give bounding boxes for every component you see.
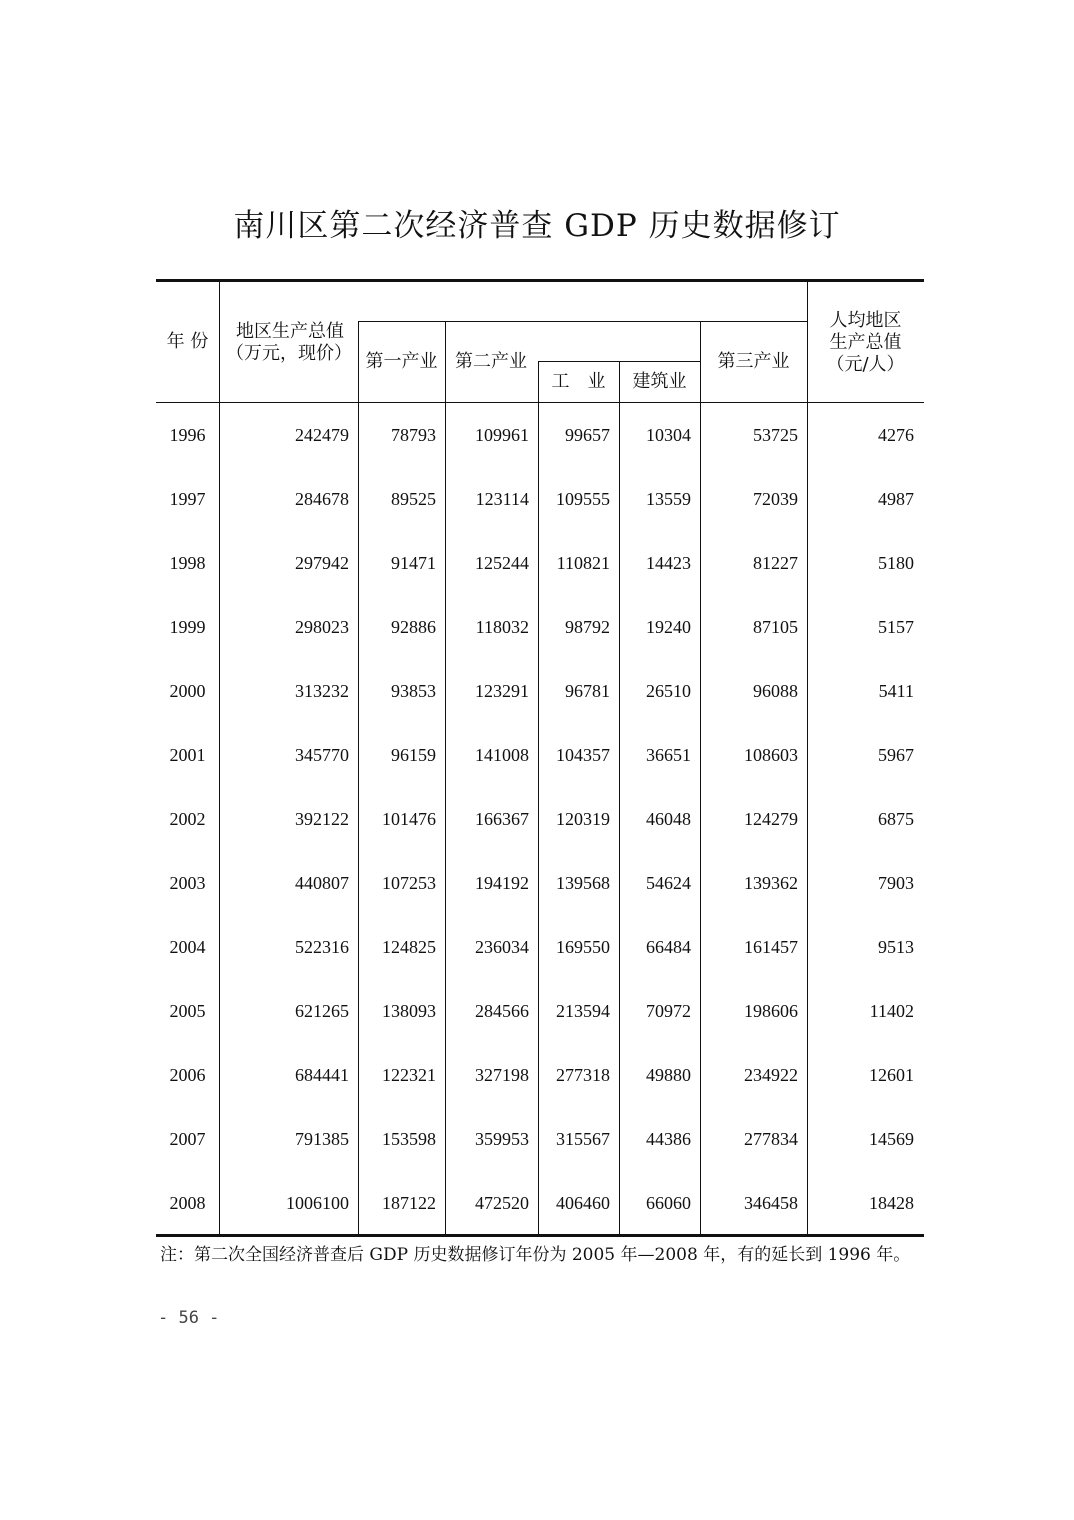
- cell-industry: 99657: [565, 425, 610, 445]
- header-construction: 建筑业: [632, 371, 687, 392]
- cell-industry: 213594: [556, 1001, 610, 1021]
- cell-year: 1997: [169, 489, 206, 509]
- cell-year: 2005: [169, 1001, 206, 1021]
- cell-tertiary: 53725: [753, 425, 798, 445]
- cell-secondary: 236034: [475, 937, 529, 957]
- cell-tertiary: 108603: [744, 745, 798, 765]
- table-row: [156, 979, 924, 1043]
- cell-per-capita: 5180: [878, 553, 914, 573]
- page-number: - 56 -: [158, 1308, 220, 1328]
- cell-construction: 49880: [646, 1065, 691, 1085]
- cell-year: 2000: [169, 681, 206, 701]
- cell-construction: 26510: [646, 681, 691, 701]
- table-row: [156, 531, 924, 595]
- cell-year: 2003: [169, 873, 206, 893]
- table-row: [156, 851, 924, 915]
- cell-per-capita: 5411: [878, 681, 914, 701]
- header-year: 年 份: [166, 331, 209, 352]
- cell-primary: 122321: [382, 1065, 436, 1085]
- cell-secondary: 125244: [475, 553, 529, 573]
- cell-year: 1996: [169, 425, 206, 445]
- cell-construction: 46048: [646, 809, 691, 829]
- cell-industry: 406460: [556, 1193, 610, 1213]
- table-row: [156, 403, 924, 467]
- cell-tertiary: 198606: [744, 1001, 798, 1021]
- cell-secondary: 109961: [475, 425, 529, 445]
- table-row: [156, 787, 924, 851]
- cell-per-capita: 14569: [869, 1129, 914, 1149]
- header-gdp-line2: （万元，现价）: [226, 343, 352, 364]
- cell-construction: 44386: [646, 1129, 691, 1149]
- cell-secondary: 166367: [475, 809, 529, 829]
- cell-industry: 109555: [556, 489, 610, 509]
- cell-year: 2008: [169, 1193, 206, 1213]
- cell-tertiary: 81227: [753, 553, 798, 573]
- cell-construction: 54624: [646, 873, 691, 893]
- cell-secondary: 472520: [475, 1193, 529, 1213]
- cell-tertiary: 346458: [744, 1193, 798, 1213]
- cell-per-capita: 5157: [878, 617, 914, 637]
- cell-industry: 98792: [565, 617, 610, 637]
- cell-industry: 169550: [556, 937, 610, 957]
- table-row: [156, 595, 924, 659]
- header-tertiary: 第三产业: [717, 351, 790, 372]
- table-row: [156, 659, 924, 723]
- cell-per-capita: 5967: [878, 745, 914, 765]
- cell-year: 2006: [169, 1065, 206, 1085]
- cell-construction: 19240: [646, 617, 691, 637]
- cell-gdp: 284678: [295, 489, 349, 509]
- cell-per-capita: 4276: [878, 425, 914, 445]
- cell-gdp: 392122: [295, 809, 349, 829]
- cell-industry: 104357: [556, 745, 610, 765]
- cell-secondary: 194192: [475, 873, 529, 893]
- cell-gdp: 242479: [295, 425, 349, 445]
- cell-tertiary: 161457: [744, 937, 798, 957]
- cell-year: 1998: [169, 553, 206, 573]
- header-inner-rule: [538, 361, 700, 362]
- cell-gdp: 313232: [295, 681, 349, 701]
- cell-per-capita: 9513: [878, 937, 914, 957]
- header-secondary: 第二产业: [455, 351, 527, 372]
- cell-primary: 124825: [382, 937, 436, 957]
- cell-tertiary: 277834: [744, 1129, 798, 1149]
- page-title: 南川区第二次经济普查 GDP 历史数据修订: [233, 208, 841, 244]
- cell-construction: 10304: [646, 425, 691, 445]
- table-row: [156, 467, 924, 531]
- cell-tertiary: 72039: [753, 489, 798, 509]
- cell-secondary: 327198: [475, 1065, 529, 1085]
- cell-secondary: 118032: [475, 617, 529, 637]
- cell-gdp: 1006100: [286, 1193, 349, 1213]
- table-row: [156, 1043, 924, 1107]
- table-row: [156, 915, 924, 979]
- header-primary: 第一产业: [365, 351, 438, 372]
- cell-primary: 153598: [382, 1129, 436, 1149]
- cell-tertiary: 139362: [744, 873, 798, 893]
- cell-industry: 120319: [556, 809, 610, 829]
- cell-primary: 92886: [391, 617, 436, 637]
- cell-tertiary: 124279: [744, 809, 798, 829]
- cell-tertiary: 87105: [753, 617, 798, 637]
- cell-per-capita: 11402: [869, 1001, 914, 1021]
- cell-gdp: 297942: [295, 553, 349, 573]
- cell-per-capita: 6875: [878, 809, 914, 829]
- cell-construction: 66060: [646, 1193, 691, 1213]
- cell-primary: 78793: [391, 425, 436, 445]
- header-per-capita-line1: 人均地区: [829, 310, 902, 331]
- header-per-capita-line3: （元/人）: [826, 354, 905, 375]
- cell-per-capita: 4987: [878, 489, 914, 509]
- cell-tertiary: 234922: [744, 1065, 798, 1085]
- cell-construction: 66484: [646, 937, 691, 957]
- footnote: 注：第二次全国经济普查后 GDP 历史数据修订年份为 2005 年—2008 年，有的延长到 1996 年。: [160, 1245, 911, 1265]
- cell-primary: 89525: [391, 489, 436, 509]
- cell-per-capita: 12601: [869, 1065, 914, 1085]
- cell-industry: 277318: [556, 1065, 610, 1085]
- cell-primary: 96159: [391, 745, 436, 765]
- cell-industry: 110821: [556, 553, 610, 573]
- cell-secondary: 123114: [475, 489, 529, 509]
- cell-year: 2001: [169, 745, 206, 765]
- table-row: [156, 1107, 924, 1171]
- cell-secondary: 284566: [475, 1001, 529, 1021]
- cell-primary: 101476: [382, 809, 436, 829]
- cell-primary: 93853: [391, 681, 436, 701]
- cell-industry: 315567: [556, 1129, 610, 1149]
- cell-year: 2002: [169, 809, 206, 829]
- cell-gdp: 621265: [295, 1001, 349, 1021]
- header-gdp-line1: 地区生产总值: [236, 321, 344, 342]
- table-top-rule: [156, 279, 924, 282]
- cell-secondary: 123291: [475, 681, 529, 701]
- cell-per-capita: 7903: [878, 873, 914, 893]
- cell-secondary: 141008: [475, 745, 529, 765]
- cell-year: 2004: [169, 937, 206, 957]
- cell-per-capita: 18428: [869, 1193, 914, 1213]
- cell-gdp: 684441: [295, 1065, 349, 1085]
- header-per-capita-line2: 生产总值: [829, 332, 902, 353]
- cell-secondary: 359953: [475, 1129, 529, 1149]
- table-row: [156, 1171, 924, 1235]
- cell-construction: 13559: [646, 489, 691, 509]
- cell-year: 2007: [169, 1129, 206, 1149]
- cell-primary: 138093: [382, 1001, 436, 1021]
- cell-year: 1999: [169, 617, 206, 637]
- cell-industry: 96781: [565, 681, 610, 701]
- cell-industry: 139568: [556, 873, 610, 893]
- header-inner-rule: [358, 321, 807, 322]
- cell-gdp: 298023: [295, 617, 349, 637]
- cell-primary: 107253: [382, 873, 436, 893]
- cell-gdp: 791385: [295, 1129, 349, 1149]
- cell-tertiary: 96088: [753, 681, 798, 701]
- header-industry: 工 业: [551, 371, 606, 392]
- cell-construction: 36651: [646, 745, 691, 765]
- cell-construction: 14423: [646, 553, 691, 573]
- cell-primary: 91471: [391, 553, 436, 573]
- cell-gdp: 345770: [295, 745, 349, 765]
- table-row: [156, 723, 924, 787]
- cell-gdp: 440807: [295, 873, 349, 893]
- cell-primary: 187122: [382, 1193, 436, 1213]
- cell-gdp: 522316: [295, 937, 349, 957]
- cell-construction: 70972: [646, 1001, 691, 1021]
